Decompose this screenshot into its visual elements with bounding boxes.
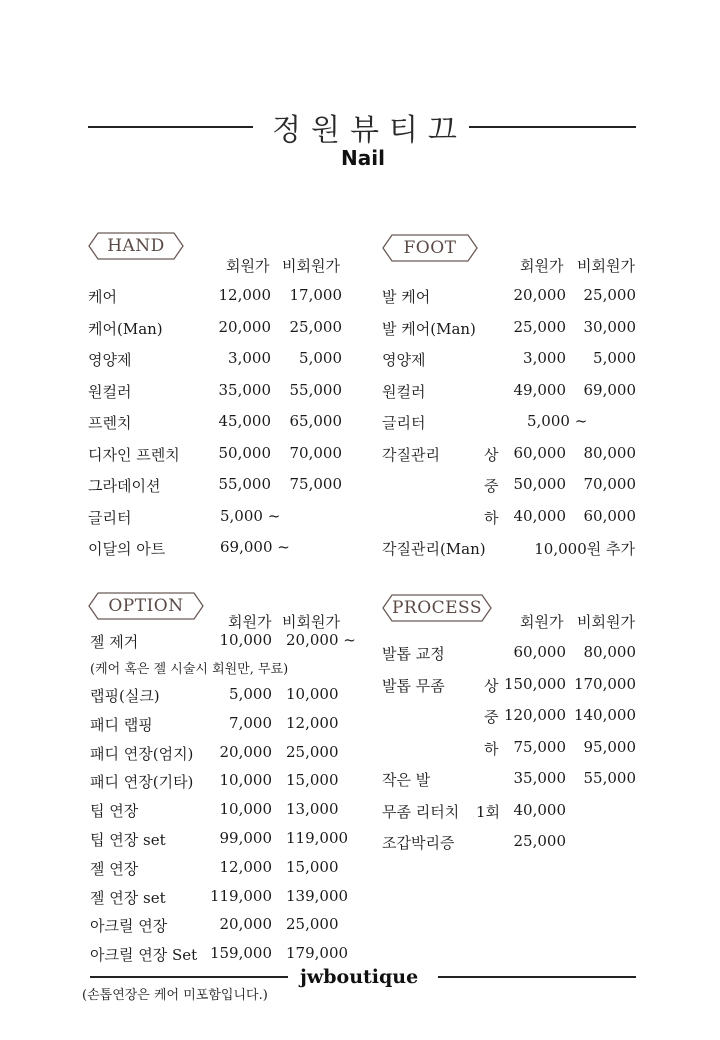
foot-item-grade: 상 [484,445,499,464]
page-title: 정원뷰티끄 [272,113,467,148]
process-item-grade: 상 [484,676,499,695]
hand-item-member-price: 20,000 [218,317,271,336]
option-item-nonmember-price: 15,000 [286,857,339,876]
hand-member-header: 회원가 [226,257,270,275]
option-item-name: 아크릴 연장 [90,917,168,936]
foot-label: FOOT [403,238,457,258]
hand-item-name: 원컬러 [88,382,132,401]
process-item-name: 발톱 무좀 [382,676,445,695]
hand-item-member-price: 12,000 [218,286,271,304]
foot-item-name: 영양제 [382,351,426,369]
process-item-member-price: 25,000 [513,832,566,850]
option-item-member-price: 119,000 [209,886,272,905]
option-item-nonmember-price: 139,000 [286,886,349,905]
process-item-grade: 중 [484,708,499,726]
footer-note: (손톱연장은 케어 미포함입니다.) [82,988,268,1003]
page-subtitle: Nail [341,146,385,170]
process-item-member-price: 75,000 [513,737,566,756]
foot-item-name: 글리터 [382,414,426,432]
footer-brand: jwboutique [300,966,419,988]
hand-item-nonmember-price: 65,000 [289,412,342,430]
process-item-nonmember-price: 170,000 [573,674,636,693]
option-item-nonmember-price: 12,000 [286,713,339,732]
hand-item-member-price: 50,000 [218,443,271,462]
hand-item-nonmember-price: 5,000 [299,349,342,367]
process-item-name: 발톱 교정 [382,645,445,663]
option-item-name: 랩핑(실크) [90,687,160,705]
option-item-name: 젤 연장 [90,859,139,878]
option-item-nonmember-price: 119,000 [286,829,349,847]
foot-item-member-price: 5,000 ~ [527,412,588,430]
option-item-nonmember-price: 20,000 ~ [286,631,356,649]
process-label: PROCESS [391,598,483,618]
hand-item-nonmember-price: 75,000 [289,475,342,493]
option-label: OPTION [108,596,184,616]
process-item-member-price: 40,000 [513,800,566,819]
hand-badge [88,232,184,260]
foot-item-member-price: 49,000 [513,380,566,399]
foot-item-member-price: 20,000 [513,286,566,304]
process-item-member-price: 35,000 [513,769,566,787]
foot-item-nonmember-price: 30,000 [583,317,636,336]
process-item-nonmember-price: 140,000 [573,706,636,724]
foot-item-member-price: 60,000 [513,443,566,462]
foot-item-member-price: 25,000 [513,317,566,336]
hand-item-name: 영양제 [88,351,132,369]
option-item-name: 젤 제거 [90,633,139,651]
process-item-nonmember-price: 55,000 [583,769,636,787]
hand-item-name: 케어(Man) [88,319,163,338]
hand-item-nonmember-price: 25,000 [289,317,342,336]
process-badge [382,594,492,622]
option-item-member-price: 12,000 [219,857,272,876]
foot-member-header: 회원가 [520,257,564,275]
option-item-name: 패디 랩핑 [90,715,153,734]
option-item-member-price: 10,000 [219,771,272,790]
process-member-header: 회원가 [520,613,564,631]
title-rule-right [469,126,636,128]
option-item-member-price: 20,000 [219,915,272,934]
option-item-member-price: 159,000 [209,944,272,963]
option-item-member-price: 10,000 [219,631,272,649]
process-item-member-price: 60,000 [513,643,566,661]
process-item-name: 무좀 리터치 [382,802,460,821]
foot-item-nonmember-price: 70,000 [583,475,636,493]
option-item-member-price: 20,000 [219,742,272,761]
hand-item-member-price: 55,000 [218,475,271,493]
option-badge [88,592,204,620]
process-nonmember-header: 비회원가 [577,613,635,631]
foot-item-nonmember-price: 25,000 [583,286,636,304]
hand-nonmember-header: 비회원가 [282,257,340,275]
foot-item-nonmember-price: 60,000 [583,506,636,525]
option-item-name: 아크릴 연장 Set [90,946,198,965]
option-item-nonmember-price: 13,000 [286,800,339,819]
option-item-name: 젤 연장 set [90,888,166,907]
process-item-nonmember-price: 80,000 [583,643,636,661]
hand-item-nonmember-price: 17,000 [289,286,342,304]
hand-label: HAND [107,236,165,256]
hand-item-name: 프렌치 [88,414,132,432]
hand-item-nonmember-price: 55,000 [289,380,342,399]
option-item-name: 패디 연장(엄지) [90,744,194,763]
foot-item-nonmember-price: 80,000 [583,443,636,462]
process-item-name: 작은 발 [382,771,431,789]
option-item-name: 팁 연장 set [90,831,166,849]
option-item-member-price: 10,000 [219,800,272,819]
foot-nonmember-header: 비회원가 [577,257,635,275]
hand-item-member-price: 35,000 [218,380,271,399]
option-item-nonmember-price: 25,000 [286,915,339,934]
foot-item-grade: 하 [484,508,499,527]
option-item-member-price: 7,000 [229,713,272,732]
foot-item-name: 발 케어(Man) [382,319,476,338]
hand-item-nonmember-price: 70,000 [289,443,342,462]
foot-man-price: 10,000원 추가 [534,540,635,558]
foot-item-name: 원컬러 [382,382,426,401]
hand-item-member-price: 5,000 ~ [220,506,281,525]
foot-item-name: 발 케어 [382,288,431,306]
foot-item-member-price: 3,000 [523,349,566,367]
foot-item-grade: 중 [484,477,499,495]
footer-rule-right [438,976,636,978]
option-item-nonmember-price: 25,000 [286,742,339,761]
hand-item-member-price: 3,000 [228,349,271,367]
option-note: (케어 혹은 젤 시술시 회원만, 무료) [90,662,289,677]
hand-item-name: 그라데이션 [88,477,161,495]
option-item-name: 패디 연장(기타) [90,773,194,792]
hand-item-name: 케어 [88,288,117,306]
hand-item-member-price: 45,000 [218,412,271,430]
foot-item-name: 각질관리 [382,445,440,464]
foot-badge [382,234,478,262]
option-nonmember-header: 비회원가 [282,613,340,631]
title-rule-left [88,126,253,128]
hand-item-name: 이달의 아트 [88,540,166,558]
footer-rule-left [90,976,288,978]
foot-item-nonmember-price: 5,000 [593,349,636,367]
option-item-nonmember-price: 15,000 [286,771,339,790]
option-item-nonmember-price: 179,000 [286,944,349,963]
process-item-nonmember-price: 95,000 [583,737,636,756]
process-item-member-price: 120,000 [503,706,566,724]
foot-item-nonmember-price: 69,000 [583,380,636,399]
process-item-member-price: 150,000 [503,674,566,693]
hand-item-name: 디자인 프렌치 [88,445,180,464]
hand-item-name: 글리터 [88,508,132,527]
process-item-grade: 하 [484,739,499,758]
process-item-grade: 1회 [476,802,501,821]
option-item-member-price: 99,000 [219,829,272,847]
foot-man-name: 각질관리(Man) [382,540,486,558]
option-item-name: 팁 연장 [90,802,139,821]
hand-item-member-price: 69,000 ~ [220,538,290,556]
option-item-member-price: 5,000 [229,685,272,703]
option-member-header: 회원가 [228,613,272,631]
option-item-nonmember-price: 10,000 [286,685,339,703]
foot-item-member-price: 50,000 [513,475,566,493]
process-item-name: 조갑박리증 [382,834,455,852]
foot-item-member-price: 40,000 [513,506,566,525]
